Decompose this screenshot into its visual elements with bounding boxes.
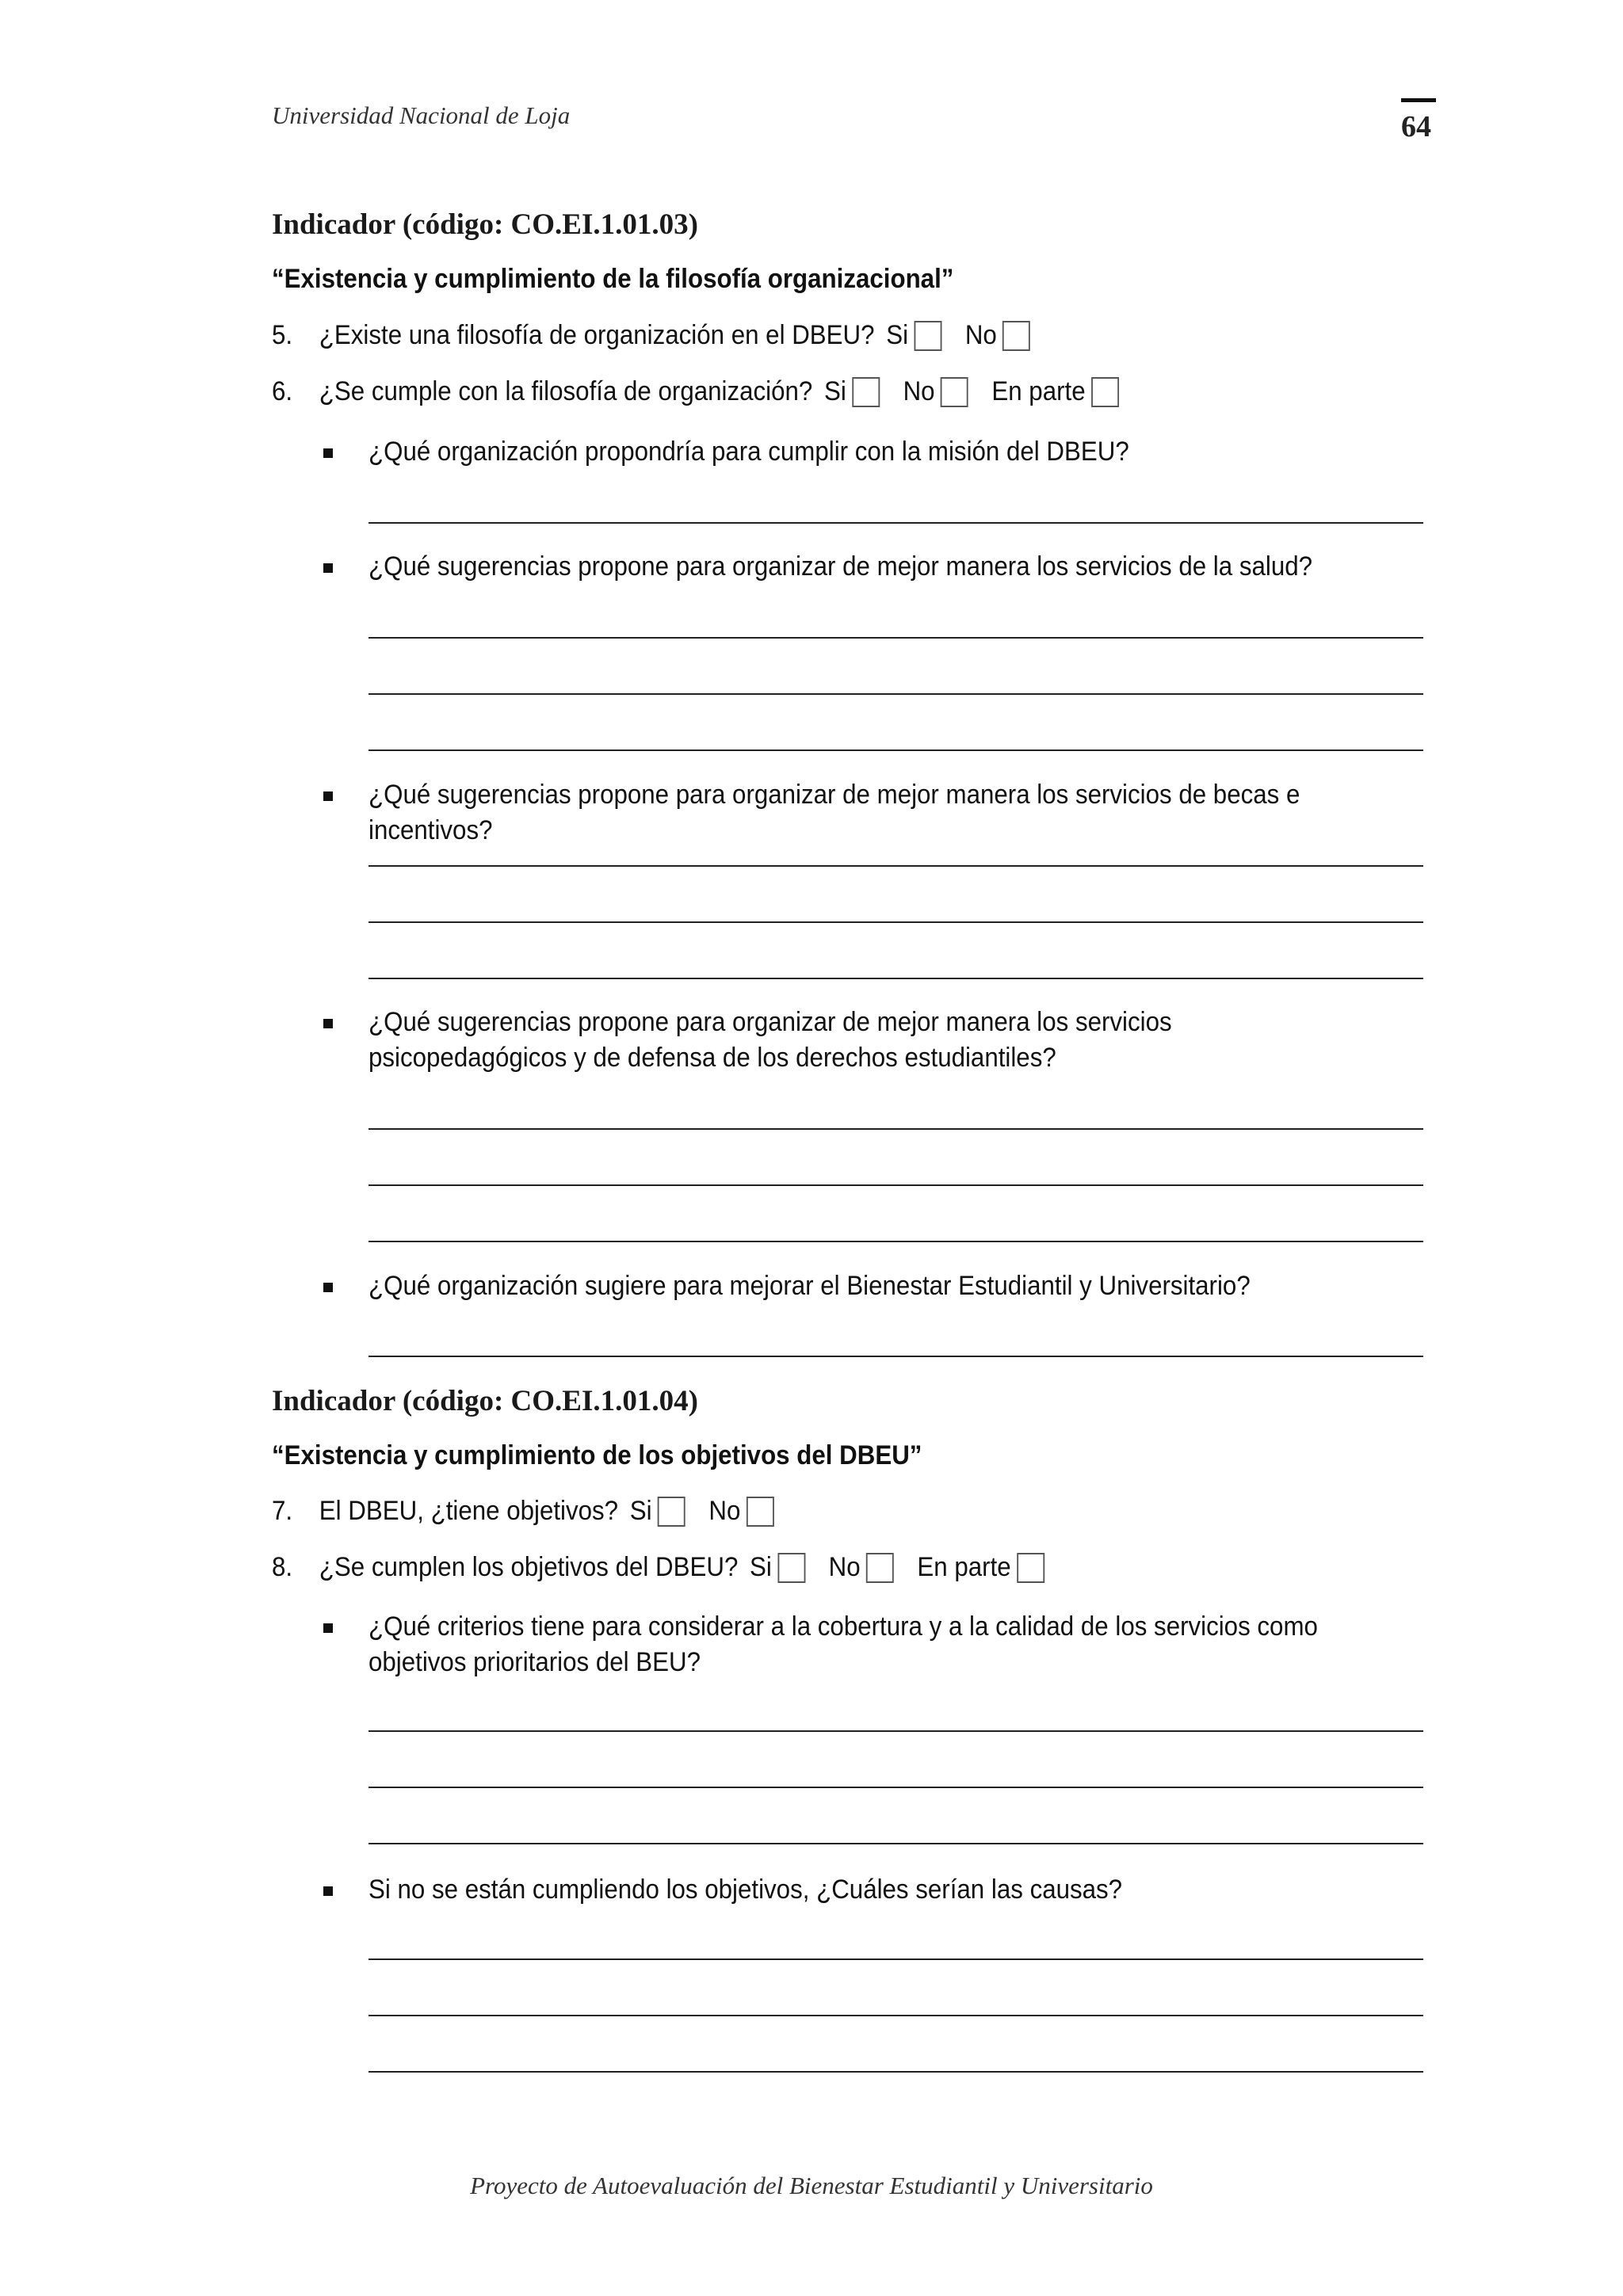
option-no: [708, 1496, 773, 1527]
question-text: ¿Existe una filosofía de organización en el DBEU?: [319, 320, 875, 350]
question-number: 6.: [272, 376, 293, 406]
answer-line[interactable]: [369, 693, 1423, 695]
footer: Proyecto de Autoevaluación del Bienestar Estudiantil y Universitario: [470, 2172, 1153, 2199]
question-number: 8.: [272, 1552, 293, 1582]
answer-line[interactable]: [369, 1128, 1423, 1130]
option-label: No: [903, 376, 935, 406]
checkbox-si[interactable]: [777, 1553, 805, 1583]
sub-question: ¿Qué organización propondría para cumplir con la misión del DBEU?: [369, 437, 1129, 467]
question-number: 7.: [272, 1496, 293, 1526]
checkbox-en-parte[interactable]: [1017, 1553, 1044, 1583]
question-number: 5.: [272, 320, 293, 350]
indicator-heading: Indicador (código: CO.EI.1.01.03): [272, 208, 698, 241]
sub-question: ¿Qué organización sugiere para mejorar el Bienestar Estudiantil y Universitario?: [369, 1271, 1251, 1301]
option-no: [903, 376, 968, 407]
bullet-icon: [323, 1019, 333, 1028]
bullet-icon: [323, 791, 333, 801]
question-7: [272, 1496, 774, 1527]
option-no: [965, 320, 1030, 351]
bullet-icon: [323, 1623, 333, 1633]
question-text: El DBEU, ¿tiene objetivos?: [319, 1496, 619, 1526]
option-si: [886, 320, 941, 351]
option-no: [829, 1552, 894, 1583]
page-number: 64: [1401, 110, 1431, 143]
section-title: “Existencia y cumplimiento de la filosofía organizacional”: [272, 264, 954, 294]
option-label: Si: [886, 320, 909, 350]
answer-line[interactable]: [369, 1843, 1423, 1844]
checkbox-no[interactable]: [747, 1497, 774, 1527]
bullet-icon: [323, 448, 333, 458]
question-text: ¿Se cumple con la filosofía de organización?: [319, 376, 813, 406]
sub-question: ¿Qué sugerencias propone para organizar de mejor manera los servicios de becas e incentivos?: [369, 780, 1300, 845]
bullet-icon: [323, 1283, 333, 1292]
running-head: Universidad Nacional de Loja: [272, 101, 571, 129]
option-en-parte: [991, 376, 1119, 407]
section-title: “Existencia y cumplimiento de los objetivos del DBEU”: [272, 1440, 922, 1470]
option-label: Si: [629, 1496, 652, 1526]
checkbox-si[interactable]: [852, 377, 880, 407]
question-6: [272, 376, 1119, 407]
option-label: En parte: [991, 376, 1086, 406]
checkbox-no[interactable]: [941, 377, 968, 407]
question-5: [272, 320, 1030, 351]
option-label: Si: [750, 1552, 772, 1582]
option-si: [630, 1496, 685, 1527]
sub-question: ¿Qué criterios tiene para considerar a la cobertura y a la calidad de los servicios como objetivos prioritarios del BEU?: [369, 1611, 1318, 1677]
indicator-heading: Indicador (código: CO.EI.1.01.04): [272, 1385, 698, 1417]
bullet-icon: [323, 1886, 333, 1896]
answer-line[interactable]: [369, 2015, 1423, 2016]
answer-line[interactable]: [369, 2071, 1423, 2073]
answer-line[interactable]: [369, 921, 1423, 923]
answer-line[interactable]: [369, 978, 1423, 979]
question-8: [272, 1552, 1044, 1583]
checkbox-no[interactable]: [1002, 321, 1030, 351]
bullet-icon: [323, 563, 333, 573]
option-label: No: [828, 1552, 861, 1582]
option-label: Si: [824, 376, 846, 406]
answer-line[interactable]: [369, 1241, 1423, 1242]
answer-line[interactable]: [369, 865, 1423, 867]
page-number-rule: [1401, 98, 1436, 102]
option-label: No: [964, 320, 997, 350]
checkbox-no[interactable]: [866, 1553, 894, 1583]
question-text: ¿Se cumplen los objetivos del DBEU?: [319, 1552, 739, 1582]
answer-line[interactable]: [369, 522, 1423, 524]
answer-line[interactable]: [369, 1356, 1423, 1357]
checkbox-si[interactable]: [658, 1497, 685, 1527]
checkbox-en-parte[interactable]: [1091, 377, 1119, 407]
answer-line[interactable]: [369, 637, 1423, 639]
option-label: En parte: [917, 1552, 1011, 1582]
option-si: [824, 376, 880, 407]
answer-line[interactable]: [369, 1787, 1423, 1788]
answer-line[interactable]: [369, 1730, 1423, 1732]
checkbox-si[interactable]: [914, 321, 941, 351]
sub-question: Si no se están cumpliendo los objetivos, ¿Cuáles serían las causas?: [369, 1875, 1123, 1905]
sub-question: ¿Qué sugerencias propone para organizar de mejor manera los servicios de la salud?: [369, 551, 1313, 582]
answer-line[interactable]: [369, 1184, 1423, 1186]
option-si: [750, 1552, 805, 1583]
option-label: No: [708, 1496, 741, 1526]
answer-line[interactable]: [369, 749, 1423, 751]
answer-line[interactable]: [369, 1958, 1423, 1960]
sub-question: ¿Qué sugerencias propone para organizar de mejor manera los servicios psicopedagógicos y de defensa de los derechos estudiantiles?: [369, 1007, 1172, 1073]
option-en-parte: [917, 1552, 1044, 1583]
